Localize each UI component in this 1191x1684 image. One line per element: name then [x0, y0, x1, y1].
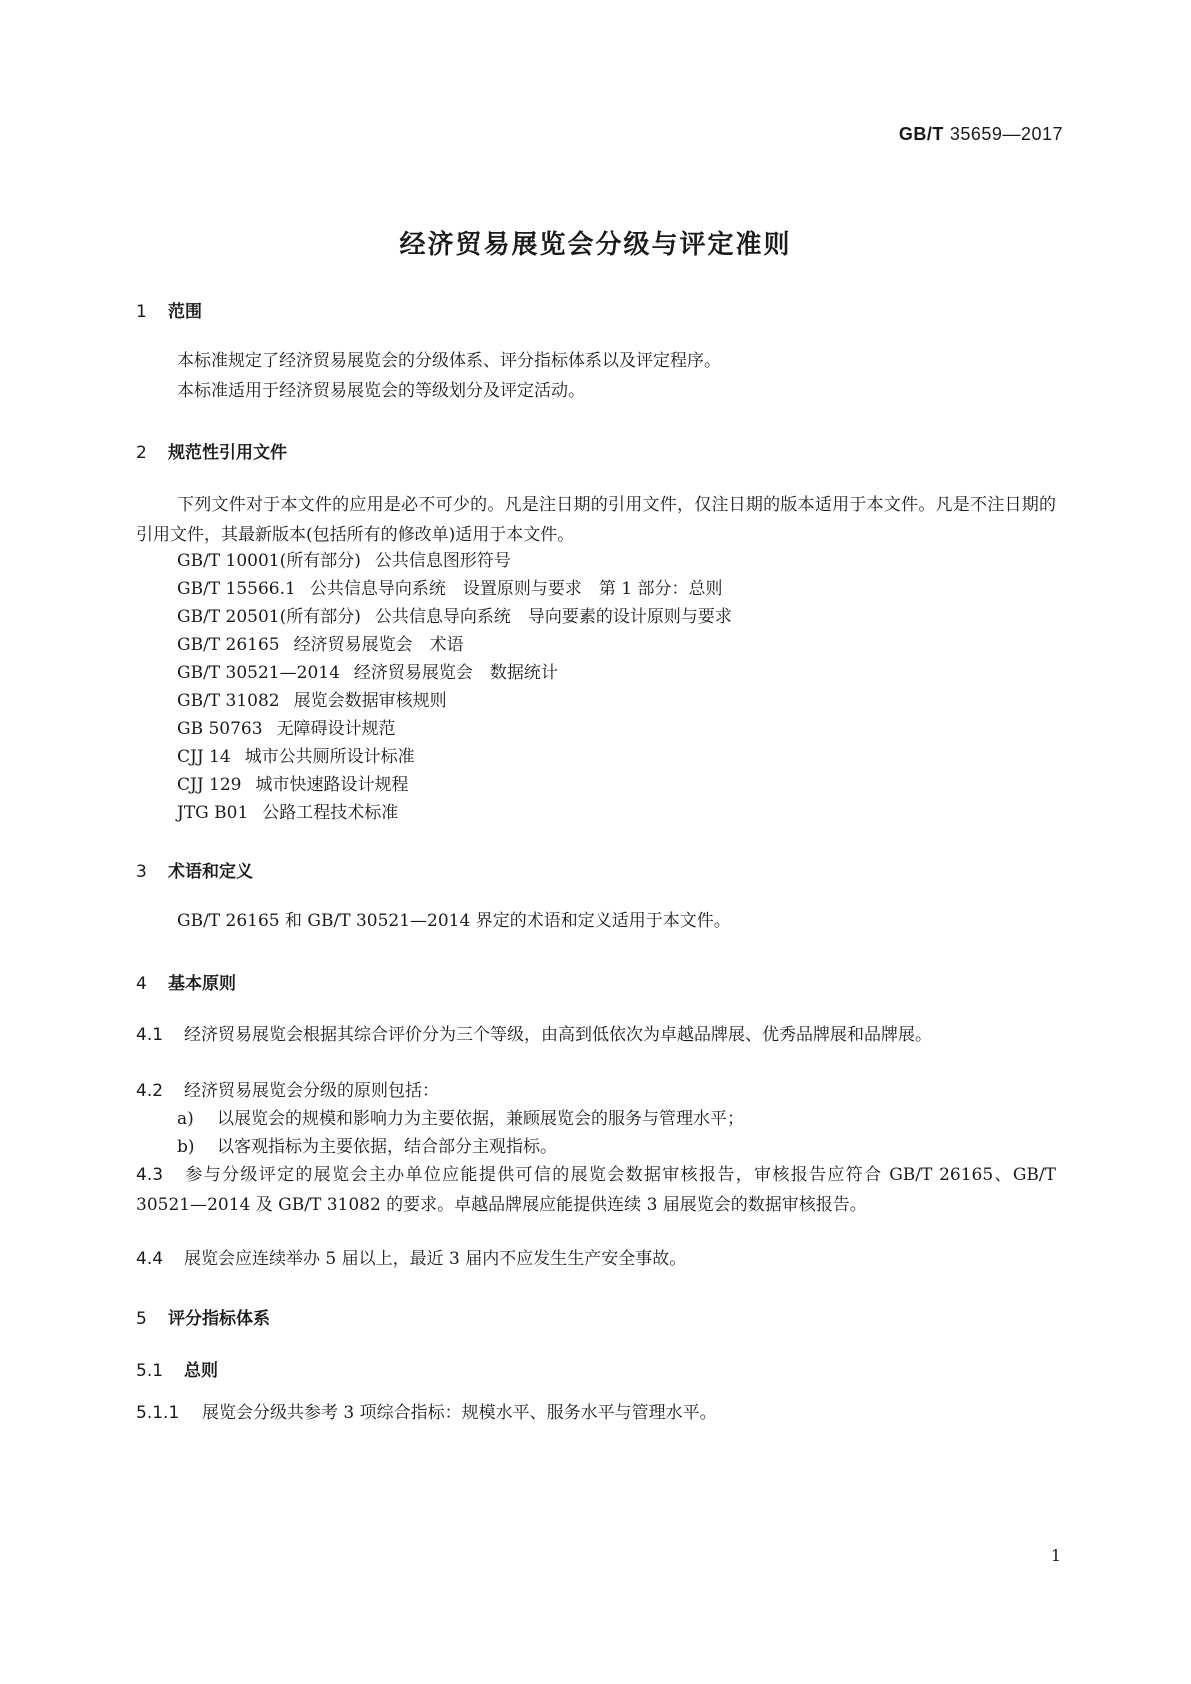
section-title: 范围 [168, 302, 202, 322]
list-marker: b) [177, 1137, 195, 1157]
clause-text: 经济贸易展览会分级的原则包括： [184, 1081, 439, 1101]
section-4-heading [136, 969, 236, 994]
section-3-paragraph: GB/T 26165 和 GB/T 30521—2014 界定的术语和定义适用于本文件。 [177, 911, 731, 931]
subsection-title: 总则 [184, 1361, 218, 1381]
reference-item [177, 714, 396, 744]
reference-item [177, 546, 511, 576]
reference-code: GB/T 10001(所有部分) [177, 551, 361, 571]
clause-text: 参与分级评定的展览会主办单位应能提供可信的展览会数据审核报告，审核报告应符合 GB/T 26165、GB/T 30521—2014 及 GB/T 31082 的要求。卓越品牌展应能提供连续 3 届展览会的数据审核报告。 [136, 1165, 1056, 1215]
section-title: 评分指标体系 [168, 1309, 270, 1329]
clause-4-2 [136, 1076, 1056, 1106]
reference-code: GB/T 20501(所有部分) [177, 607, 361, 627]
reference-item [177, 630, 464, 660]
clause-number: 4.2 [136, 1081, 164, 1101]
reference-code: JTG B01 [177, 803, 249, 823]
reference-code: GB/T 15566.1 [177, 579, 296, 599]
clause-number: 4.4 [136, 1249, 164, 1269]
section-number: 3 [136, 862, 147, 882]
clause-text: 展览会分级共参考 3 项综合指标：规模水平、服务水平与管理水平。 [202, 1403, 717, 1423]
reference-code: GB 50763 [177, 719, 263, 739]
clause-number: 4.1 [136, 1025, 164, 1045]
section-1-paragraph-1: 本标准规定了经济贸易展览会的分级体系、评分指标体系以及评定程序。 [177, 351, 721, 371]
clause-4-1 [136, 1020, 1056, 1050]
section-1-paragraph-2: 本标准适用于经济贸易展览会的等级划分及评定活动。 [177, 381, 585, 401]
clause-text: 经济贸易展览会根据其综合评价分为三个等级，由高到低依次为卓越品牌展、优秀品牌展和品牌展。 [184, 1025, 932, 1045]
reference-item [177, 686, 447, 716]
reference-title: 公共信息导向系统 设置原则与要求 第 1 部分：总则 [309, 579, 723, 599]
reference-title: 公共信息图形符号 [374, 551, 511, 571]
section-2-heading [136, 438, 287, 463]
clause-5-1-1 [136, 1398, 1056, 1428]
reference-title: 无障碍设计规范 [276, 719, 396, 739]
document-title: 经济贸易展览会分级与评定准则 [399, 230, 792, 260]
section-number: 2 [136, 443, 147, 463]
standard-code-number: 35659—2017 [949, 124, 1063, 144]
section-number: 1 [136, 302, 147, 322]
list-text: 以展览会的规模和影响力为主要依据，兼顾展览会的服务与管理水平； [217, 1109, 744, 1129]
reference-item [177, 770, 409, 800]
list-item-a [177, 1104, 744, 1134]
reference-code: GB/T 31082 [177, 691, 280, 711]
section-2-intro: 下列文件对于本文件的应用是必不可少的。凡是注日期的引用文件，仅注日期的版本适用于本文件。凡是不注日期的引用文件，其最新版本(包括所有的修改单)适用于本文件。 [136, 495, 1056, 545]
clause-4-3 [136, 1160, 1056, 1220]
reference-code: CJJ 14 [177, 747, 231, 767]
reference-code: GB/T 26165 [177, 635, 280, 655]
reference-title: 公路工程技术标准 [262, 803, 399, 823]
section-number: 5 [136, 1309, 147, 1329]
reference-code: CJJ 129 [177, 775, 242, 795]
clause-text: 展览会应连续举办 5 届以上，最近 3 届内不应发生生产安全事故。 [184, 1249, 687, 1269]
page-number: 1 [1050, 1546, 1061, 1565]
section-number: 4 [136, 974, 147, 994]
reference-item [177, 574, 722, 604]
reference-title: 经济贸易展览会 数据统计 [353, 663, 558, 683]
reference-item [177, 798, 398, 828]
list-item-b [177, 1132, 557, 1162]
section-title: 基本原则 [168, 974, 236, 994]
reference-title: 展览会数据审核规则 [293, 691, 447, 711]
section-5-heading [136, 1304, 270, 1329]
list-marker: a) [177, 1109, 194, 1129]
clause-4-4 [136, 1244, 1056, 1274]
reference-code: GB/T 30521—2014 [177, 663, 340, 683]
reference-title: 经济贸易展览会 术语 [293, 635, 464, 655]
section-3-heading [136, 857, 253, 882]
standard-code-prefix: GB/T [898, 124, 944, 144]
reference-title: 城市快速路设计规程 [255, 775, 409, 795]
section-title: 规范性引用文件 [168, 443, 287, 463]
subsection-number: 5.1 [136, 1361, 164, 1381]
list-text: 以客观指标为主要依据，结合部分主观指标。 [217, 1137, 557, 1157]
subsection-5-1-heading [136, 1356, 218, 1381]
clause-number: 4.3 [136, 1165, 164, 1185]
reference-item [177, 602, 732, 632]
section-title: 术语和定义 [168, 862, 253, 882]
standard-code [899, 124, 1063, 145]
reference-item [177, 742, 415, 772]
reference-title: 城市公共厕所设计标准 [244, 747, 415, 767]
clause-number: 5.1.1 [136, 1403, 180, 1423]
reference-item [177, 658, 558, 688]
reference-title: 公共信息导向系统 导向要素的设计原则与要求 [374, 607, 732, 627]
section-1-heading [136, 297, 202, 322]
